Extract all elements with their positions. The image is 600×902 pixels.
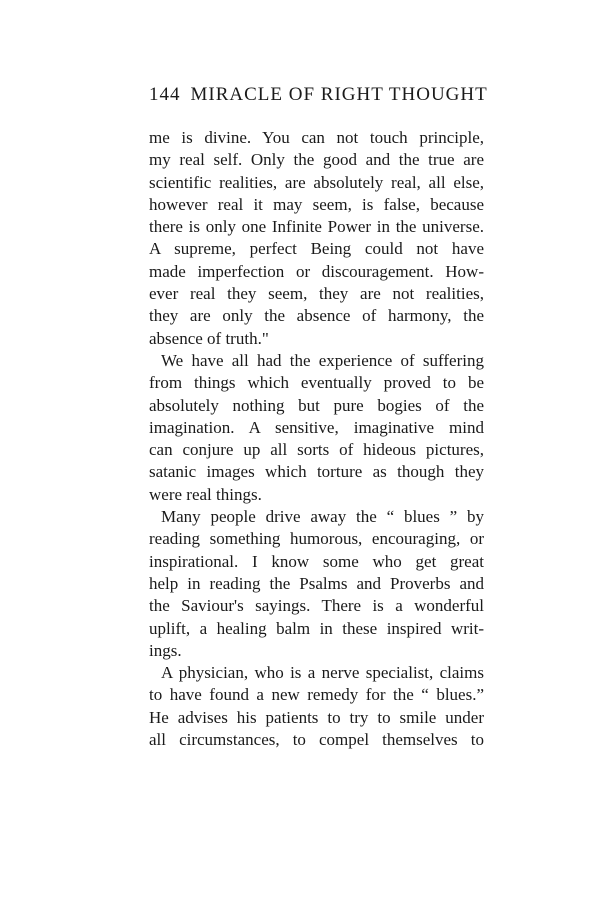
text-line: inspirational. I know some who get great [149, 551, 484, 571]
text-line: all circumstances, to compel themselves to [149, 730, 484, 750]
text-line: were real things. [149, 484, 262, 504]
text-line: from things which eventually proved to be [149, 373, 484, 393]
text-line: to have found a new remedy for the “ blues.” [149, 685, 484, 705]
page-body-text [149, 127, 484, 751]
running-header [149, 84, 488, 106]
text-line: imagination. A sensitive, imaginative mind [149, 417, 484, 437]
text-line: We have all had the experience of suffering [161, 350, 484, 370]
text-line: absence of truth." [149, 328, 269, 348]
text-line: ever real they seem, they are not realities, [149, 284, 484, 304]
text-line: reading something humorous, encouraging, or [149, 529, 484, 549]
text-line: uplift, a healing balm in these inspired writ- [149, 618, 484, 638]
text-line: absolutely nothing but pure bogies of the [149, 395, 484, 415]
running-title: MIRACLE OF RIGHT THOUGHT [190, 84, 488, 105]
text-line: made imperfection or discouragement. How- [149, 261, 484, 281]
text-line: ings. [149, 640, 182, 660]
text-line: A physician, who is a nerve specialist, claims [161, 663, 484, 683]
text-line: scientific realities, are absolutely real, all else, [149, 172, 484, 192]
text-line: there is only one Infinite Power in the universe. [149, 217, 484, 237]
text-line: He advises his patients to try to smile under [149, 707, 484, 727]
text-line: me is divine. You can not touch principle, [149, 128, 484, 147]
text-line: can conjure up all sorts of hideous pictures, [149, 440, 484, 460]
text-line: satanic images which torture as though they [149, 462, 484, 482]
text-line: my real self. Only the good and the true are [149, 150, 484, 170]
text-line: however real it may seem, is false, because [149, 194, 484, 214]
text-line: Many people drive away the “ blues ” by [161, 507, 484, 527]
text-line: they are only the absence of harmony, the [149, 306, 484, 326]
text-line: the Saviour's sayings. There is a wonderful [149, 596, 484, 616]
page-number: 144 [149, 84, 181, 105]
text-line: A supreme, perfect Being could not have [149, 239, 484, 259]
text-line: help in reading the Psalms and Proverbs and [149, 573, 484, 593]
